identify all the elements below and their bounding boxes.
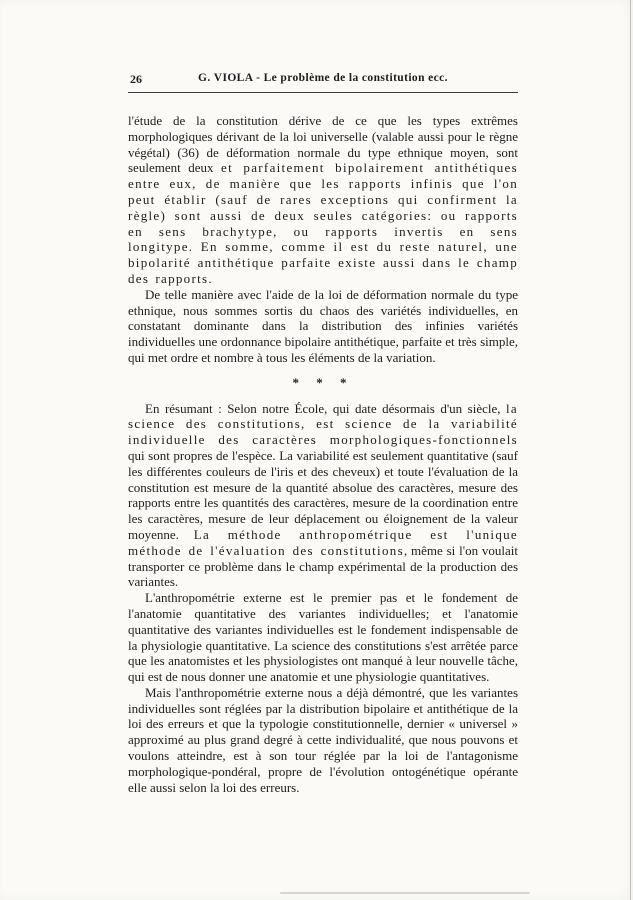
scan-edge-artifact [280,892,530,894]
page-number: 26 [130,72,142,86]
text-segment: En résumant : Selon notre École, qui date désormais d'un siècle, [145,400,507,416]
text-column [128,72,518,795]
text-segment: qui sont propres de l'espèce. La variabilité est seulement quantitative (sauf les différentes couleurs de l'iris et des cheveux) et toute l'évaluation de la constitution est mesure de la quantité absolue des caractères, mesure des rapports entre les quantités des caractères, mesure de la coordination entre les caractères, mesure de leur déplacement ou éloignement de la valeur moyenne. [128,447,518,542]
paragraph-5 [128,685,518,796]
text-segment-emphasis: et parfaitement bipolairement antithétiques entre eux, de manière que les rapports infinis que l'on peut établir (sauf de rares exceptions qui confirment la règle) sont aussi de deux seules catégories: ou rapports en sens brachytype, ou rapports invertis en sens longitype. En somme, comme il est du reste naturel, une bipolarité antithétique parfaite existe aussi dans le champ des rapports. [128,160,518,286]
section-separator: * * * [292,374,354,390]
running-title: G. VIOLA - Le problème de la constitution ecc. [198,72,448,84]
header-rule [128,92,518,93]
text-segment: L'anthropométrie externe est le premier pas et le fondement de l'anatomie quantitative des variantes individuelles; et l'anatomie quantitative des variantes individuelles est le fondement indispensable de la physiologie quantitative. La science des constitutions s'est arrêtée parce que les anatomistes et les physiologistes ont manqué à leur nouvelle tâche, qui est de nous donner une anatomie et une physiologie quantitatives. [128,590,518,685]
text-segment-emphasis: La méthode anthropométrique est l'unique méthode de l'évaluation des constitutions [128,526,518,558]
paragraph-2 [128,287,518,366]
page-body [128,113,518,795]
text-segment: , même si l'on voulait transporter ce problème dans le champ expérimental de la production des variantes. [128,542,519,590]
paragraph-4 [128,590,518,685]
paragraph-1 [128,113,518,287]
text-segment-emphasis: la science des constitutions, est science de la variabilité individuelle des caractères morphologiques-fonctionnels [128,400,518,448]
text-segment: Mais l'anthropométrie externe nous a déjà démontré, que les variantes individuelles sont réglées par la distribution bipolaire et antithétique de la loi des erreurs et que la typologie constitutionnelle, dernier « universel » approximé au plus grand degré à cette individualité, que nous pouvons et voulons atteindre, est à son tour réglée par la loi de l'antagonisme morphologique-pondéral, propre de l'évolution ontogénétique opérante elle aussi selon la loi des erreurs. [128,684,518,795]
text-segment: De telle manière avec l'aide de la loi de déformation normale du type ethnique, nous sommes sortis du chaos des variétés individuelles, en constatant dominante dans la distribution des infinies variétés individuelles une ordonnance bipolaire antithétique, parfaite et très simple, qui met ordre et nombre à tous les éléments de la variation. [128,286,518,365]
text-segment: l'étude de la constitution dérive de ce que les types extrêmes morphologiques dérivant de la loi universelle (valable aussi pour le règne végétal) (36) de déformation normale du type ethnique moyen, sont seulement deux [128,113,518,176]
page-header [128,72,518,87]
scan-edge-right [630,0,631,900]
paragraph-3 [128,401,518,591]
